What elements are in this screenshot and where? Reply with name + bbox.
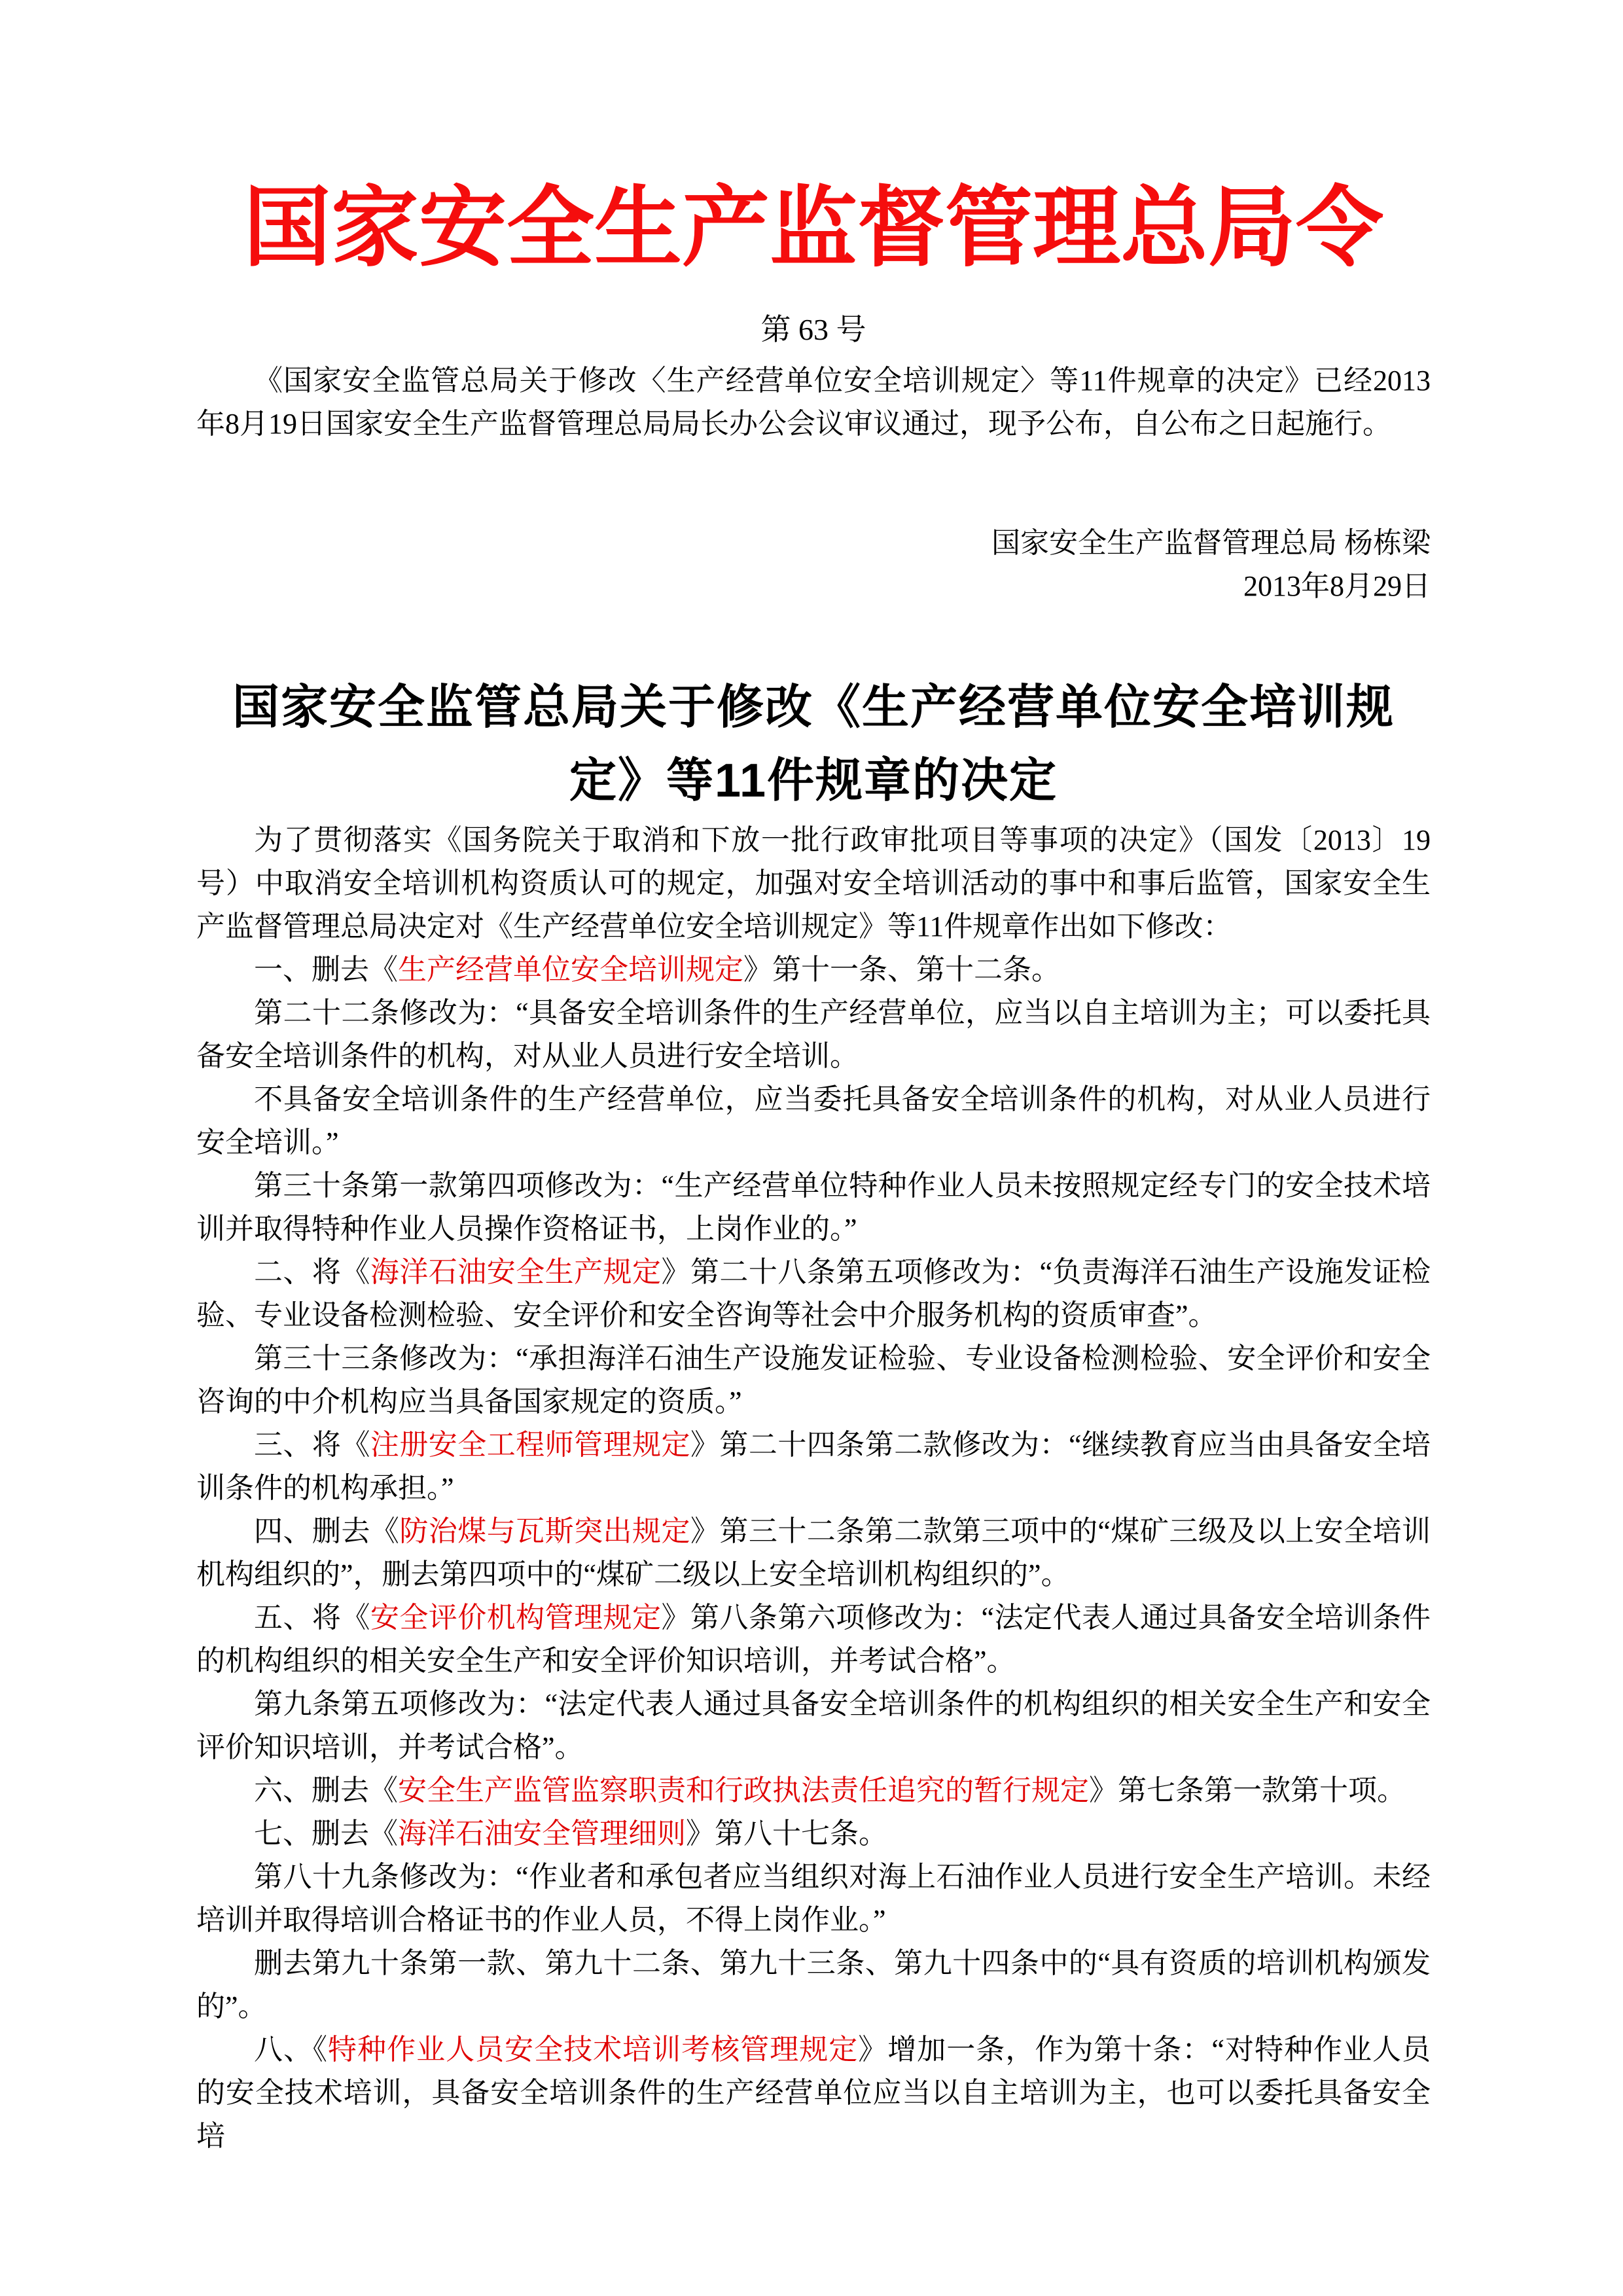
signer-name: 国家安全生产监督管理总局 杨栋梁 xyxy=(991,527,1431,559)
paragraph-text: 四、删去《 xyxy=(254,1515,400,1547)
body-paragraph xyxy=(196,1769,1431,1812)
paragraph-text: 第九条第五项修改为：“法定代表人通过具备安全培训条件的机构组织的相关安全生产和安全评价知识培训，并考试合格”。 xyxy=(196,1688,1431,1763)
body-paragraph xyxy=(196,1337,1431,1424)
body-paragraph xyxy=(196,1856,1431,1942)
paragraph-text: 》增加一条，作为第十条：“对特种作业人员的安全技术培训，具备安全培训条件的生产经营单位应当以自主培训为主，也可以委托具备安全培 xyxy=(196,2034,1431,2152)
paragraph-text: 不具备安全培训条件的生产经营单位，应当委托具备安全培训条件的机构，对从业人员进行安全培训。” xyxy=(196,1083,1431,1158)
promulgation-paragraph: 《国家安全监管总局关于修改〈生产经营单位安全培训规定〉等11件规章的决定》已经2013年8月19日国家安全生产监督管理总局局长办公会议审议通过，现予公布，自公布之日起施行。 xyxy=(196,365,1431,440)
paragraph-text: 》第七条第一款第十项。 xyxy=(1089,1774,1406,1806)
paragraph-text: 五、将《 xyxy=(254,1602,370,1634)
paragraph-text: 第三十三条修改为：“承担海洋石油生产设施发证检验、专业设备检测检验、安全评价和安全咨询的中介机构应当具备国家规定的资质。” xyxy=(196,1342,1431,1418)
paragraph-text: 第三十条第一款第四项修改为：“生产经营单位特种作业人员未按照规定经专门的安全技术培训并取得特种作业人员操作资格证书，上岗作业的。” xyxy=(196,1170,1431,1245)
paragraph-text: 一、删去《 xyxy=(254,954,398,986)
body-paragraph xyxy=(196,1251,1431,1337)
body-paragraph xyxy=(196,1596,1431,1683)
body-paragraph xyxy=(196,1510,1431,1596)
paragraph-text: 第二十二条修改为：“具备安全培训条件的生产经营单位，应当以自主培训为主；可以委托具备安全培训条件的机构，对从业人员进行安全培训。 xyxy=(196,997,1431,1072)
body-paragraph xyxy=(196,1812,1431,1856)
paragraph-text: 八、《 xyxy=(254,2034,329,2066)
paragraph-text: 六、删去《 xyxy=(254,1774,398,1806)
regulation-name-red: 生产经营单位安全培训规定 xyxy=(398,954,743,986)
signature-date: 2013年8月29日 xyxy=(1243,570,1431,602)
body-paragraph xyxy=(196,992,1431,1078)
paragraph-text: 删去第九十条第一款、第九十二条、第九十三条、第九十四条中的“具有资质的培训机构颁发的”。 xyxy=(196,1947,1431,2022)
body-paragraph xyxy=(196,1164,1431,1251)
document-body xyxy=(196,819,1431,2158)
body-paragraph xyxy=(196,1942,1431,2028)
paragraph-text: 七、删去《 xyxy=(254,1818,398,1850)
regulation-name-red: 特种作业人员安全技术培训考核管理规定 xyxy=(328,2034,859,2066)
paragraph-text: 》第十一条、第十二条。 xyxy=(743,954,1060,986)
regulation-name-red: 防治煤与瓦斯突出规定 xyxy=(399,1515,690,1547)
paragraph-text: 》第二十八条第五项修改为：“负责海洋石油生产设施发证检验、专业设备检测检验、安全评价和安全咨询等社会中介服务机构的资质审查”。 xyxy=(196,1256,1431,1331)
paragraph-text: 为了贯彻落实《国务院关于取消和下放一批行政审批项目等事项的决定》（国发〔2013〕19号）中取消安全培训机构资质认可的规定，加强对安全培训活动的事中和事后监管，国家安全生产监督管理总局决定对《生产经营单位安全培训规定》等11件规章作出如下修改： xyxy=(196,824,1431,942)
regulation-name-red: 海洋石油安全生产规定 xyxy=(370,1256,662,1288)
document-number: 第 63 号 xyxy=(760,313,866,346)
regulation-name-red: 安全评价机构管理规定 xyxy=(370,1602,662,1634)
paragraph-text: 第八十九条修改为：“作业者和承包者应当组织对海上石油作业人员进行安全生产培训。未经培训并取得培训合格证书的作业人员，不得上岗作业。” xyxy=(196,1861,1431,1936)
masthead-title: 国家安全生产监督管理总局令 xyxy=(243,180,1383,277)
paragraph-text: 》第八十七条。 xyxy=(686,1818,887,1850)
paragraph-text: 三、将《 xyxy=(254,1429,370,1461)
decision-title-line-1: 国家安全监管总局关于修改《生产经营单位安全培训规 xyxy=(232,681,1395,734)
body-paragraph xyxy=(196,1683,1431,1769)
regulation-name-red: 注册安全工程师管理规定 xyxy=(370,1429,690,1461)
body-paragraph xyxy=(196,1078,1431,1164)
body-paragraph xyxy=(196,819,1431,948)
paragraph-text: 》第八条第六项修改为：“法定代表人通过具备安全培训条件的机构组织的相关安全生产和安全评价知识培训，并考试合格”。 xyxy=(196,1602,1431,1677)
paragraph-text: 》第二十四条第二款修改为：“继续教育应当由具备安全培训条件的机构承担。” xyxy=(196,1429,1431,1504)
regulation-name-red: 海洋石油安全管理细则 xyxy=(398,1818,686,1850)
paragraph-text: 二、将《 xyxy=(254,1256,370,1288)
regulation-name-red: 安全生产监管监察职责和行政执法责任追究的暂行规定 xyxy=(398,1774,1089,1806)
paragraph-text: 》第三十二条第二款第三项中的“煤矿三级及以上安全培训机构组织的”，删去第四项中的“煤矿二级以上安全培训机构组织的”。 xyxy=(196,1515,1431,1590)
body-paragraph xyxy=(196,2028,1431,2158)
decision-title xyxy=(196,671,1431,817)
body-paragraph xyxy=(196,948,1431,992)
decision-title-line-2: 定》等11件规章的决定 xyxy=(569,755,1058,807)
body-paragraph xyxy=(196,1424,1431,1510)
signature-block xyxy=(196,522,1431,608)
